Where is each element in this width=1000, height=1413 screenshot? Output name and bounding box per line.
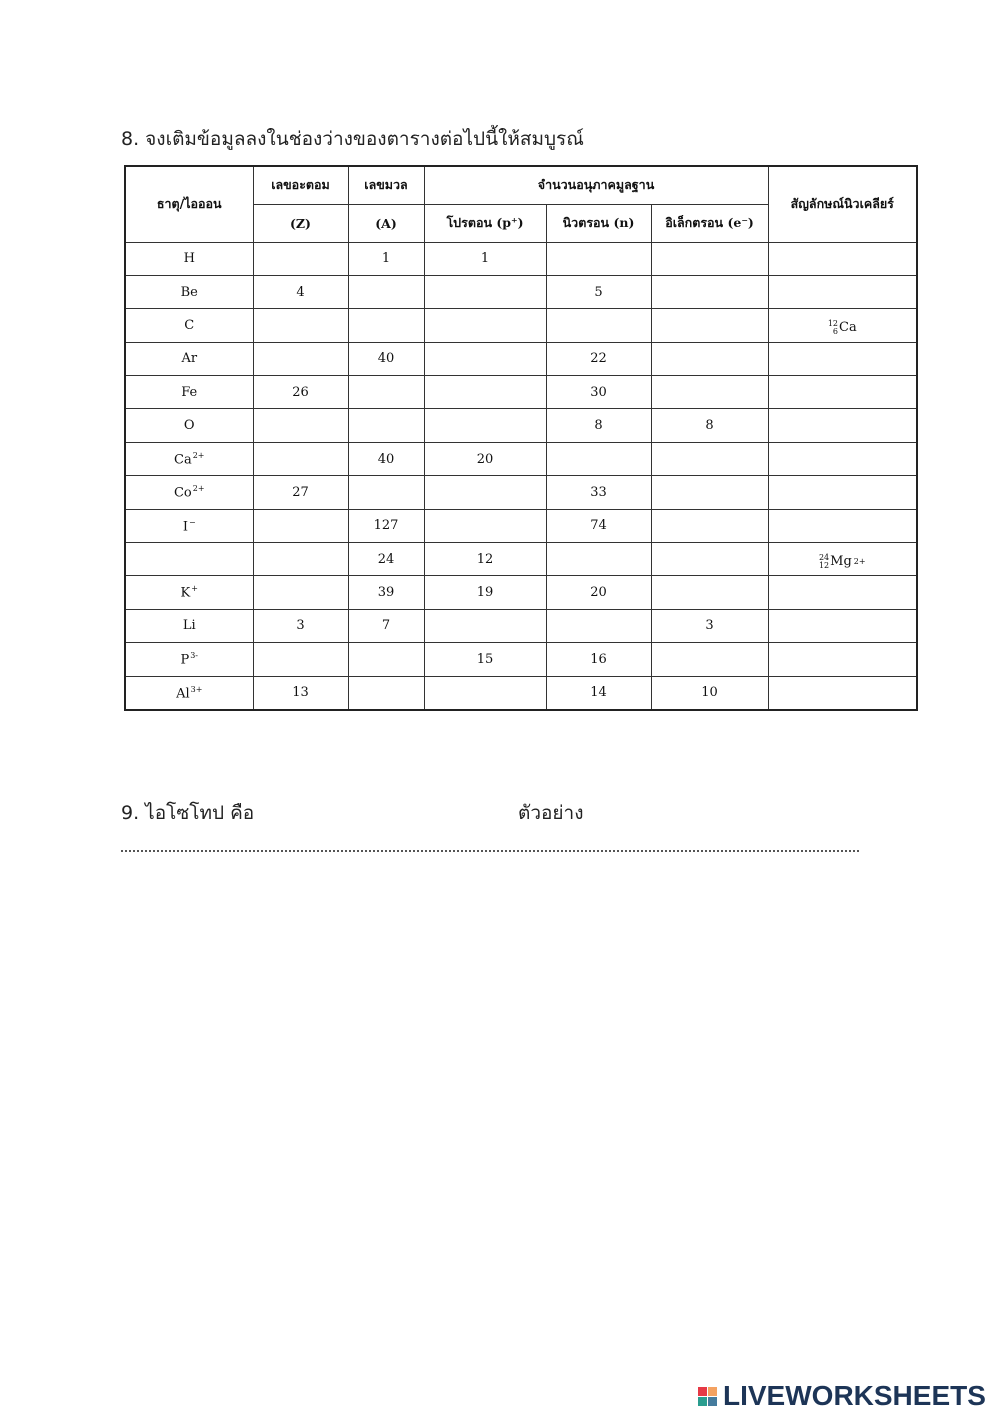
question-8-text: 8. จงเติมข้อมูลลงในช่องว่างของตารางต่อไปนี้ให้สมบูรณ์ <box>121 128 584 150</box>
header-mass-number: เลขมวล <box>348 166 424 204</box>
table-row <box>125 676 917 710</box>
cell-p: 15 <box>424 643 546 676</box>
cell-e[interactable] <box>651 342 768 375</box>
cell-a[interactable] <box>348 476 424 509</box>
cell-e[interactable] <box>651 442 768 475</box>
cell-nuclear-symbol[interactable] <box>768 676 917 710</box>
cell-n: 5 <box>546 275 651 308</box>
header-protons: โปรตอน (p⁺) <box>424 204 546 242</box>
cell-nuclear-symbol[interactable] <box>768 509 917 542</box>
table-row <box>125 442 917 475</box>
cell-p: 20 <box>424 442 546 475</box>
cell-a: 1 <box>348 242 424 275</box>
cell-element: H <box>125 242 253 275</box>
cell-z: 26 <box>253 376 348 409</box>
cell-z[interactable] <box>253 576 348 609</box>
cell-e[interactable] <box>651 275 768 308</box>
cell-p[interactable] <box>424 676 546 710</box>
cell-z[interactable] <box>253 309 348 342</box>
header-element: ธาตุ/ไอออน <box>125 166 253 242</box>
header-a-symbol: (A) <box>348 204 424 242</box>
cell-a[interactable] <box>348 376 424 409</box>
cell-p[interactable] <box>424 609 546 642</box>
cell-a[interactable] <box>348 643 424 676</box>
cell-nuclear-symbol: 12 6 Ca <box>768 309 917 342</box>
cell-p[interactable] <box>424 342 546 375</box>
cell-element: $P^{3-}$ <box>125 643 253 676</box>
cell-element <box>125 543 253 576</box>
answer-dotted-line <box>121 850 859 852</box>
table-body <box>125 242 917 710</box>
table-row <box>125 476 917 509</box>
cell-nuclear-symbol[interactable] <box>768 342 917 375</box>
header-particles-group: จำนวนอนุภาคมูลฐาน <box>424 166 768 204</box>
table-row <box>125 643 917 676</box>
cell-n: 16 <box>546 643 651 676</box>
cell-n: 22 <box>546 342 651 375</box>
cell-a: 39 <box>348 576 424 609</box>
cell-p[interactable] <box>424 409 546 442</box>
cell-n: 20 <box>546 576 651 609</box>
header-atomic-number: เลขอะตอม <box>253 166 348 204</box>
cell-e[interactable] <box>651 476 768 509</box>
cell-n: 30 <box>546 376 651 409</box>
cell-n: 33 <box>546 476 651 509</box>
brand-logo <box>698 1380 986 1412</box>
cell-z[interactable] <box>253 242 348 275</box>
cell-n[interactable] <box>546 609 651 642</box>
cell-nuclear-symbol[interactable] <box>768 409 917 442</box>
cell-e[interactable] <box>651 242 768 275</box>
cell-element: C <box>125 309 253 342</box>
brand-name: LIVEWORKSHEETS <box>723 1380 986 1411</box>
cell-n[interactable] <box>546 242 651 275</box>
cell-a[interactable] <box>348 676 424 710</box>
cell-p[interactable] <box>424 309 546 342</box>
atom-data-table <box>124 165 918 711</box>
cell-a: 40 <box>348 342 424 375</box>
cell-element: I− <box>125 509 253 542</box>
cell-z[interactable] <box>253 543 348 576</box>
cell-element: Ar <box>125 342 253 375</box>
cell-nuclear-symbol: 24 12 Mg 2+ <box>768 543 917 576</box>
cell-z[interactable] <box>253 442 348 475</box>
cell-p: 12 <box>424 543 546 576</box>
header-z-symbol: (Z) <box>253 204 348 242</box>
liveworksheets-logo-icon <box>698 1387 717 1406</box>
cell-element: Li <box>125 609 253 642</box>
cell-p: 1 <box>424 242 546 275</box>
cell-z[interactable] <box>253 643 348 676</box>
table-row <box>125 242 917 275</box>
cell-e[interactable] <box>651 643 768 676</box>
table-row <box>125 509 917 542</box>
cell-z: 3 <box>253 609 348 642</box>
header-nuclear-symbol: สัญลักษณ์นิวเคลียร์ <box>768 166 917 242</box>
cell-element: Fe <box>125 376 253 409</box>
table-row <box>125 376 917 409</box>
cell-element: $Co^{2+}$ <box>125 476 253 509</box>
cell-e[interactable] <box>651 376 768 409</box>
cell-p[interactable] <box>424 509 546 542</box>
cell-e[interactable] <box>651 309 768 342</box>
cell-p[interactable] <box>424 275 546 308</box>
cell-a: 24 <box>348 543 424 576</box>
cell-a: 40 <box>348 442 424 475</box>
cell-a: 127 <box>348 509 424 542</box>
cell-z[interactable] <box>253 342 348 375</box>
cell-e[interactable] <box>651 576 768 609</box>
cell-a: 7 <box>348 609 424 642</box>
cell-a[interactable] <box>348 309 424 342</box>
cell-n[interactable] <box>546 442 651 475</box>
cell-nuclear-symbol[interactable] <box>768 275 917 308</box>
cell-n[interactable] <box>546 309 651 342</box>
cell-e[interactable] <box>651 509 768 542</box>
cell-p: 19 <box>424 576 546 609</box>
cell-nuclear-symbol[interactable] <box>768 476 917 509</box>
table-row <box>125 409 917 442</box>
cell-z: 13 <box>253 676 348 710</box>
cell-nuclear-symbol[interactable] <box>768 376 917 409</box>
cell-p[interactable] <box>424 476 546 509</box>
cell-n: 14 <box>546 676 651 710</box>
cell-nuclear-symbol[interactable] <box>768 609 917 642</box>
cell-e: 10 <box>651 676 768 710</box>
cell-nuclear-symbol[interactable] <box>768 242 917 275</box>
question-9-text: 9. ไอโซโทป คือ <box>121 802 255 824</box>
cell-element: K+ <box>125 576 253 609</box>
table-row <box>125 543 917 576</box>
table-row <box>125 609 917 642</box>
cell-nuclear-symbol[interactable] <box>768 576 917 609</box>
cell-nuclear-symbol[interactable] <box>768 442 917 475</box>
table-row <box>125 309 917 342</box>
cell-a[interactable] <box>348 275 424 308</box>
cell-n[interactable] <box>546 543 651 576</box>
cell-p[interactable] <box>424 376 546 409</box>
cell-element: O <box>125 409 253 442</box>
cell-n: 74 <box>546 509 651 542</box>
cell-n: 8 <box>546 409 651 442</box>
cell-element: $Ca^{2+}$ <box>125 442 253 475</box>
cell-e: 3 <box>651 609 768 642</box>
question-9-example-label: ตัวอย่าง <box>518 802 584 824</box>
cell-e[interactable] <box>651 543 768 576</box>
cell-a[interactable] <box>348 409 424 442</box>
cell-nuclear-symbol[interactable] <box>768 643 917 676</box>
cell-z: 4 <box>253 275 348 308</box>
cell-z[interactable] <box>253 409 348 442</box>
header-neutrons: นิวตรอน (n) <box>546 204 651 242</box>
cell-z[interactable] <box>253 509 348 542</box>
header-electrons: อิเล็กตรอน (e⁻) <box>651 204 768 242</box>
cell-element: $Al^{3+}$ <box>125 676 253 710</box>
cell-element: Be <box>125 275 253 308</box>
cell-e: 8 <box>651 409 768 442</box>
table-row <box>125 275 917 308</box>
table-row <box>125 576 917 609</box>
table-row <box>125 342 917 375</box>
cell-z: 27 <box>253 476 348 509</box>
